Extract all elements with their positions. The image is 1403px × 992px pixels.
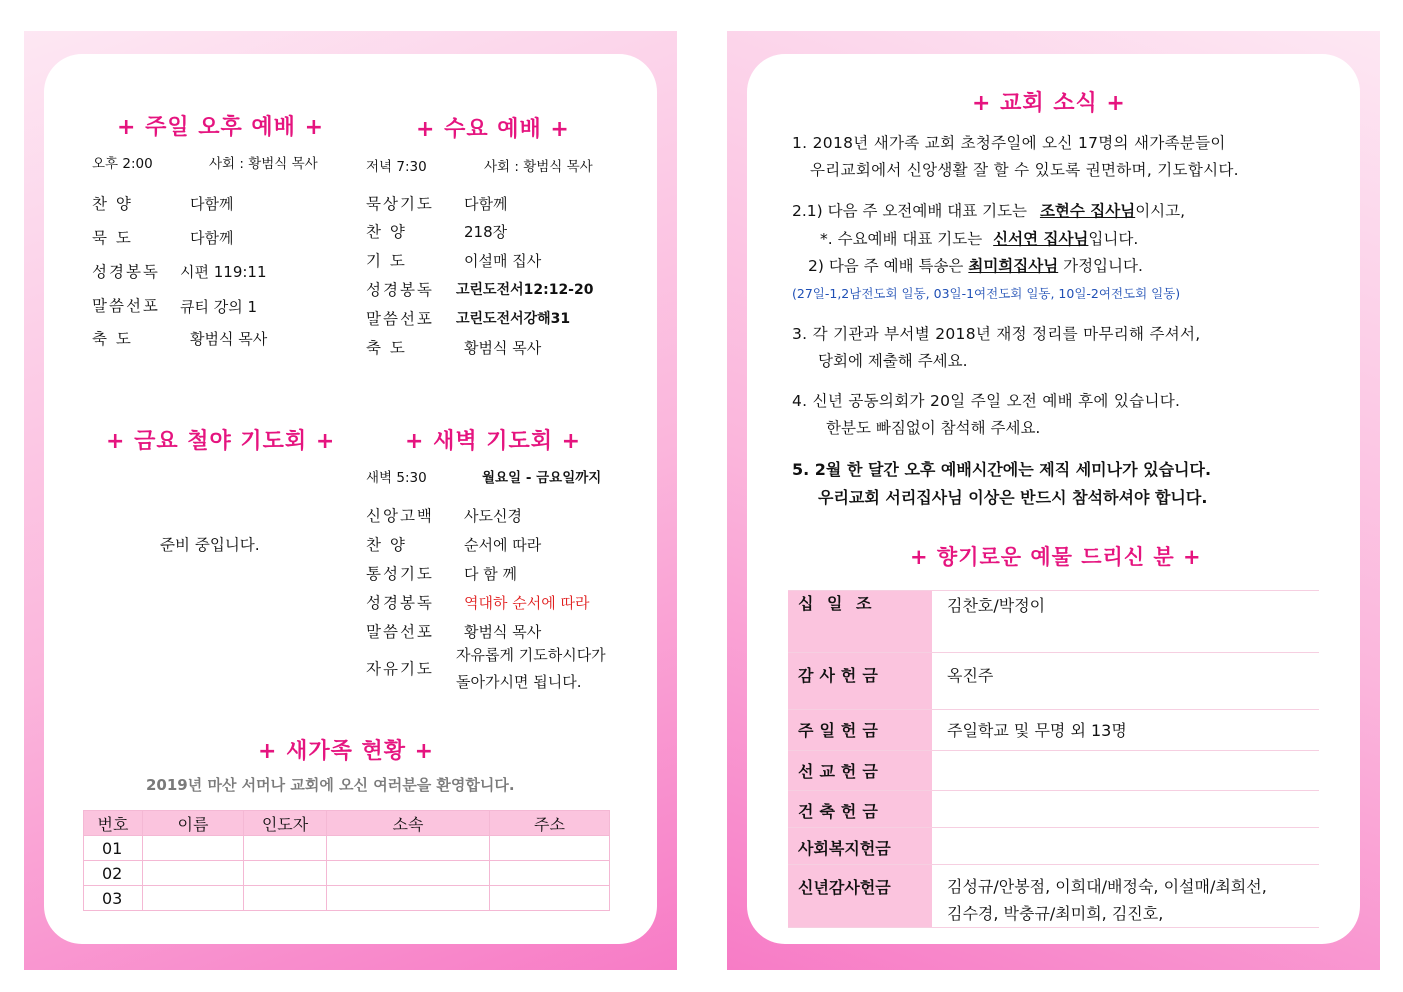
offering-names: 옥진주 (932, 653, 1319, 710)
offering-names-cell (932, 865, 1319, 928)
offering-names: 김찬호/박정이 (932, 591, 1319, 653)
news-item-2-text: 이시고, (1135, 202, 1186, 220)
table-cell (244, 836, 327, 861)
offering-names: 김성규/안봉점, 이희대/배정숙, 이설매/최희선, (947, 877, 1267, 896)
table-cell (490, 886, 610, 911)
table-cell: 02 (84, 861, 143, 886)
news-item-3: 3. 각 기관과 부서별 2018년 재정 정리를 마무리해 주셔서, (792, 325, 1201, 343)
dawn-row-value: 자유롭게 기도하시다가 (456, 646, 606, 664)
sunday-row-value: 황범식 목사 (190, 330, 268, 348)
dawn-row-value: 황범식 목사 (464, 623, 542, 641)
dawn-time: 새벽 5:30 (366, 470, 427, 486)
offering-row (788, 710, 1319, 751)
offering-type: 건축헌금 (788, 791, 932, 828)
dawn-row-label: 신앙고백 (366, 507, 434, 525)
wednesday-row-label: 축 도 (366, 339, 407, 357)
dawn-row-value-line2: 돌아가시면 됩니다. (456, 673, 582, 691)
friday-note: 준비 중입니다. (160, 536, 260, 554)
table-header-row (84, 811, 610, 836)
right-card (747, 54, 1360, 944)
offering-names: 주일학교 및 무명 외 13명 (932, 710, 1319, 751)
sunday-row-value: 다함께 (190, 195, 234, 213)
column-header: 이름 (143, 811, 244, 836)
table-cell (327, 886, 490, 911)
sunday-time: 오후 2:00 (92, 156, 153, 172)
offering-table (788, 590, 1319, 928)
new-family-title: + 새가족 현황 + (258, 739, 435, 764)
right-page (727, 31, 1380, 970)
wednesday-time: 저녁 7:30 (366, 159, 427, 175)
table-cell (143, 886, 244, 911)
offering-row (788, 653, 1319, 710)
dawn-row-value: 사도신경 (464, 507, 522, 525)
news-item-2-text: 2.1) 다음 주 오전예배 대표 기도는 (792, 202, 1032, 220)
wednesday-row-label: 성경봉독 (366, 281, 434, 299)
table-cell (327, 861, 490, 886)
wednesday-row-value: 고린도전서12:12-20 (456, 282, 594, 298)
wednesday-row-value: 고린도전서강해31 (456, 311, 571, 327)
table-cell (143, 836, 244, 861)
offering-names (932, 791, 1319, 828)
wednesday-row-value: 다함께 (464, 195, 508, 213)
table-row (84, 836, 610, 861)
table-cell (143, 861, 244, 886)
offering-title: + 향기로운 예물 드리신 분 + (910, 545, 1202, 569)
column-header: 주소 (490, 811, 610, 836)
table-cell (327, 836, 490, 861)
table-row (84, 861, 610, 886)
dawn-row-label: 찬 양 (366, 536, 407, 554)
offering-row (788, 865, 1319, 928)
new-family-table (83, 810, 610, 911)
dawn-row-value: 다 함 께 (464, 565, 518, 583)
sunday-row-label: 묵 도 (92, 229, 133, 247)
offering-row (788, 751, 1319, 791)
table-cell (490, 861, 610, 886)
table-cell (244, 861, 327, 886)
table-cell: 01 (84, 836, 143, 861)
table-cell: 03 (84, 886, 143, 911)
offering-row (788, 828, 1319, 865)
sunday-leader: 사회 : 황범식 목사 (209, 156, 318, 172)
news-item-5-line2: 우리교회 서리집사님 이상은 반드시 참석하셔야 합니다. (818, 488, 1208, 507)
offering-type: 사회복지헌금 (788, 828, 932, 865)
news-item-2-text: 2) 다음 주 예배 특송은 (808, 257, 969, 275)
news-item-2-note: (27일-1,2남전도회 일동, 03일-1여전도회 일동, 10일-2여전도회 일동) (792, 286, 1181, 301)
column-header: 소속 (327, 811, 490, 836)
news-item-2-line3 (808, 254, 1143, 276)
offering-row (788, 791, 1319, 828)
special-song-name: 최미희집사님 (968, 257, 1059, 275)
wednesday-leader: 사회 : 황범식 목사 (484, 159, 593, 175)
sunday-row-label: 말씀선포 (92, 297, 160, 315)
offering-type: 십 일 조 (788, 591, 932, 653)
wednesday-row-value: 황범식 목사 (464, 339, 542, 357)
news-item-2-text: *. 수요예배 대표 기도는 (820, 230, 988, 248)
offering-type: 신년감사헌금 (788, 865, 932, 928)
sunday-service-title: + 주일 오후 예배 + (117, 115, 325, 140)
offering-row (788, 591, 1319, 653)
prayer-leader-name: 조현수 집사님 (1039, 202, 1136, 220)
offering-type: 선교헌금 (788, 751, 932, 791)
dawn-row-label: 통성기도 (366, 565, 434, 583)
news-item-5: 5. 2월 한 달간 오후 예배시간에는 제직 세미나가 있습니다. (792, 460, 1212, 479)
wednesday-row-label: 찬 양 (366, 223, 407, 241)
wednesday-service-title: + 수요 예배 + (416, 117, 570, 142)
sunday-row-label: 축 도 (92, 330, 133, 348)
news-item-3-line2: 당회에 제출해 주세요. (818, 352, 968, 370)
sunday-row-label: 찬 양 (92, 195, 133, 213)
column-header: 인도자 (244, 811, 327, 836)
offering-names (932, 828, 1319, 865)
dawn-row-value: 역대하 순서에 따라 (464, 594, 590, 612)
dawn-days: 월요일 - 금요일까지 (482, 470, 602, 486)
table-row (84, 886, 610, 911)
offering-type: 감사헌금 (788, 653, 932, 710)
news-item-4-line2: 한분도 빠짐없이 참석해 주세요. (826, 419, 1041, 437)
news-item-4: 4. 신년 공동의회가 20일 주일 오전 예배 후에 있습니다. (792, 392, 1181, 410)
offering-type: 주일헌금 (788, 710, 932, 751)
friday-prayer-title: + 금요 철야 기도회 + (106, 429, 336, 454)
table-cell (244, 886, 327, 911)
sunday-row-label: 성경봉독 (92, 263, 160, 281)
wednesday-row-label: 기 도 (366, 252, 407, 270)
sunday-row-value: 큐티 강의 1 (180, 298, 258, 316)
table-cell (490, 836, 610, 861)
left-card (44, 54, 657, 944)
dawn-row-value: 순서에 따라 (464, 536, 542, 554)
sunday-row-value: 다함께 (190, 229, 234, 247)
dawn-row-label: 말씀선포 (366, 623, 434, 641)
news-item-2-text: 입니다. (1088, 230, 1139, 248)
news-item-2-line2 (820, 227, 1138, 249)
dawn-row-label: 자유기도 (366, 660, 434, 678)
sunday-row-value: 시편 119:11 (180, 263, 267, 281)
wednesday-row-label: 말씀선포 (366, 310, 434, 328)
offering-names-line2: 김수경, 박충규/최미희, 김진호, (947, 904, 1164, 923)
news-item-2-text: 가정입니다. (1058, 257, 1143, 275)
offering-names (932, 751, 1319, 791)
wednesday-row-label: 묵상기도 (366, 195, 434, 213)
news-item-1-line2: 우리교회에서 신앙생활 잘 할 수 있도록 권면하며, 기도합시다. (810, 161, 1239, 179)
new-family-subtitle: 2019년 마산 서머나 교회에 오신 여러분을 환영합니다. (146, 776, 515, 794)
wednesday-prayer-leader-name: 신서연 집사님 (993, 230, 1089, 248)
news-item-2 (792, 199, 1185, 221)
column-header: 번호 (84, 811, 143, 836)
church-news-title: + 교회 소식 + (972, 91, 1126, 116)
news-item-1: 1. 2018년 새가족 교회 초청주일에 오신 17명의 새가족분들이 (792, 134, 1226, 152)
left-page (24, 31, 677, 970)
wednesday-row-value: 이설매 집사 (464, 252, 542, 270)
dawn-prayer-title: + 새벽 기도회 + (405, 429, 582, 454)
wednesday-row-value: 218장 (464, 223, 508, 241)
dawn-row-label: 성경봉독 (366, 594, 434, 612)
